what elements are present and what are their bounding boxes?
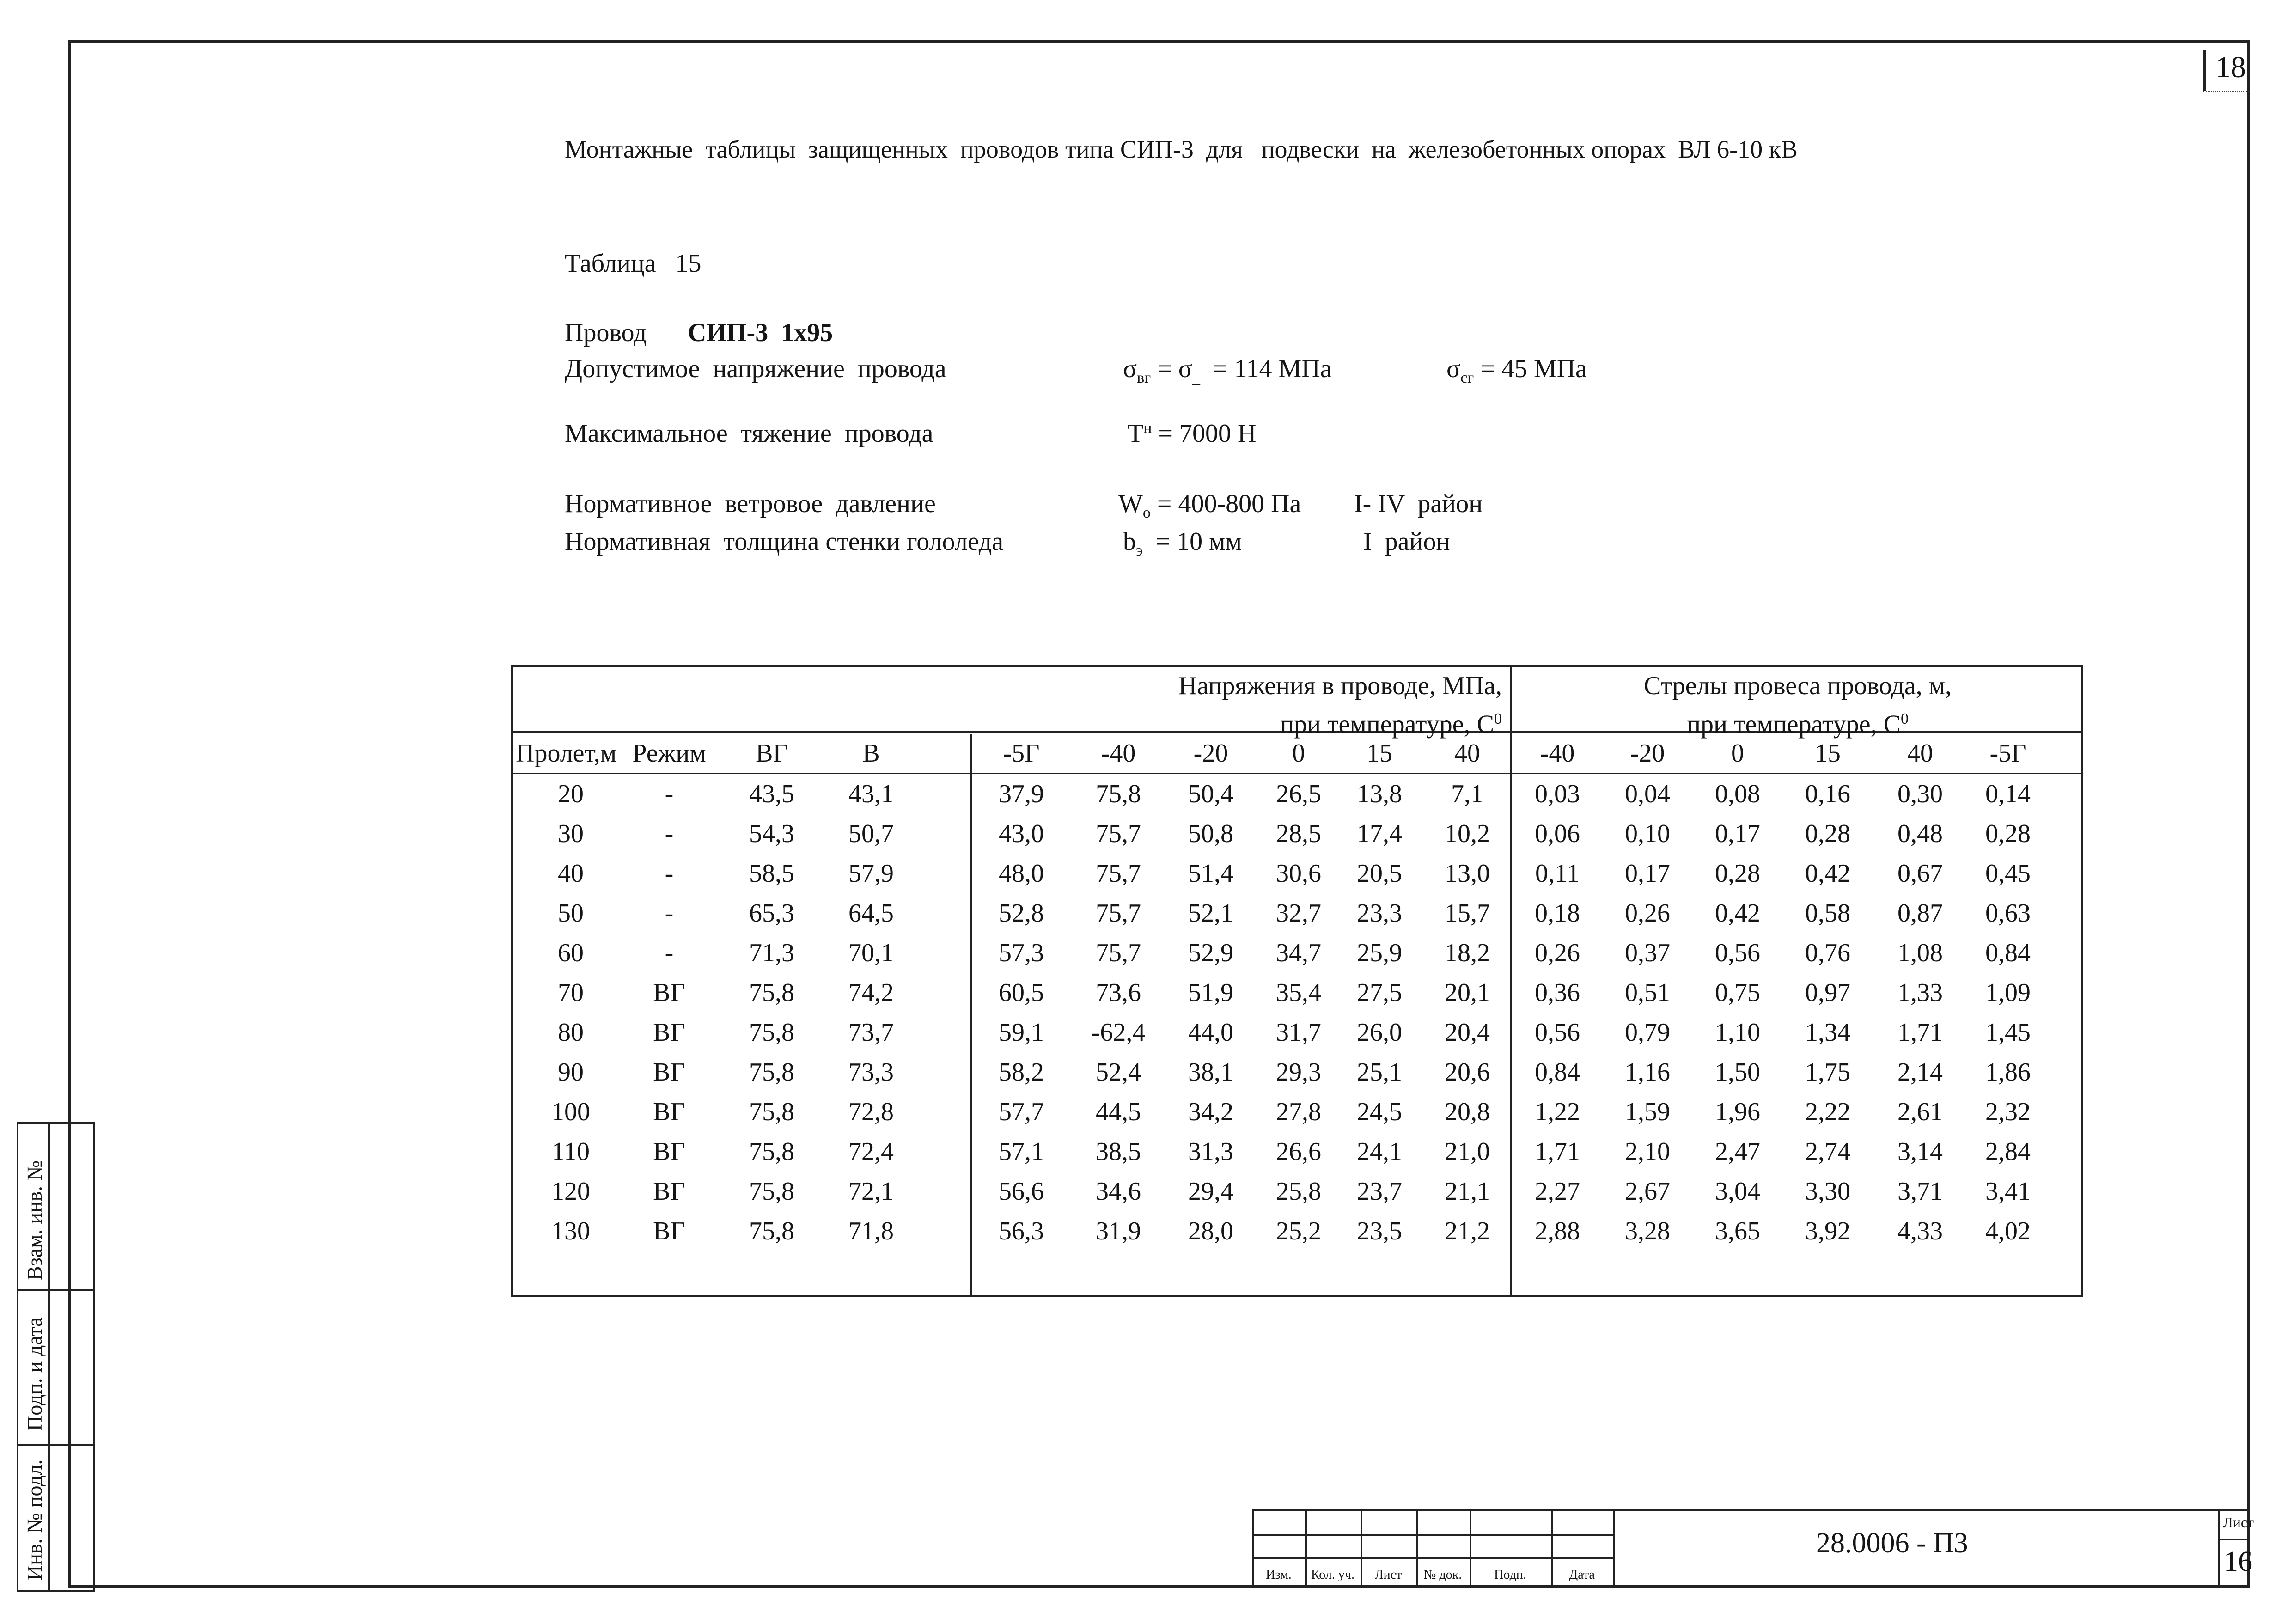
table-cell: 2,74 xyxy=(1805,1137,1850,1166)
table-cell: 38,5 xyxy=(1096,1137,1141,1166)
table-cell: 25,9 xyxy=(1357,939,1402,967)
table-label: Таблица 15 xyxy=(565,249,702,278)
table-cell: 0,26 xyxy=(1535,939,1580,967)
column-header: 15 xyxy=(1815,739,1841,768)
table-cell: 52,4 xyxy=(1096,1058,1141,1087)
wind-formula: $W_o = 400-800$ Па xyxy=(1118,489,1301,522)
table-cell: 28,0 xyxy=(1188,1217,1233,1245)
table-cell: 50,4 xyxy=(1188,780,1233,808)
table-cell: 75,7 xyxy=(1096,939,1141,967)
column-header: -40 xyxy=(1101,739,1136,768)
table-cell: 26,5 xyxy=(1276,780,1321,808)
table-cell: 0,17 xyxy=(1625,859,1670,888)
stress-formula-2: $\sigma_{сг} = 45$ МПа xyxy=(1446,354,1587,387)
table-cell: 0,08 xyxy=(1715,780,1760,808)
table-cell: 3,65 xyxy=(1715,1217,1760,1245)
table-cell: 20,6 xyxy=(1445,1058,1490,1087)
table-cell: 0,36 xyxy=(1535,978,1580,1007)
table-cell: 0,63 xyxy=(1985,899,2031,928)
page-number: 18 xyxy=(2215,50,2246,84)
column-header: 40 xyxy=(1907,739,1933,768)
table-cell: 26,0 xyxy=(1357,1018,1402,1047)
table-cell: 51,9 xyxy=(1188,978,1233,1007)
table-cell: 1,22 xyxy=(1535,1098,1580,1126)
table-cell: 75,7 xyxy=(1096,859,1141,888)
table-cell: 0,04 xyxy=(1625,780,1670,808)
title-block-label: Подп. xyxy=(1494,1568,1526,1582)
table-cell: 0,58 xyxy=(1805,899,1850,928)
table-cell: 75,8 xyxy=(1096,780,1141,808)
table-cell: 2,88 xyxy=(1535,1217,1580,1245)
table-cell: 2,32 xyxy=(1985,1098,2031,1126)
stress-group-title: Напряжения в проводе, МПа, xyxy=(1178,672,1502,700)
table-cell: 90 xyxy=(558,1058,584,1087)
sheet-box-divider xyxy=(2218,1509,2220,1588)
table-cell: 1,71 xyxy=(1535,1137,1580,1166)
table-cell: 7,1 xyxy=(1451,780,1483,808)
table-cell: 44,5 xyxy=(1096,1098,1141,1126)
table-cell: 75,8 xyxy=(749,1058,794,1087)
table-cell: 2,14 xyxy=(1897,1058,1943,1087)
column-header: Пролет,м xyxy=(516,739,617,768)
table-cell: 2,27 xyxy=(1535,1177,1580,1206)
table-cell: 1,08 xyxy=(1897,939,1943,967)
table-cell: 4,33 xyxy=(1897,1217,1943,1245)
ice-region: I район xyxy=(1363,527,1450,556)
table-cell: 0,48 xyxy=(1897,819,1943,848)
table-cell: 0,16 xyxy=(1805,780,1850,808)
table-cell: 0,14 xyxy=(1985,780,2031,808)
table-cell: 71,3 xyxy=(749,939,794,967)
table-cell: 56,3 xyxy=(999,1217,1044,1245)
table-cell: 21,0 xyxy=(1445,1137,1490,1166)
table-cell: 34,7 xyxy=(1276,939,1321,967)
table-cell: 24,5 xyxy=(1357,1098,1402,1126)
table-cell: 43,1 xyxy=(848,780,894,808)
table-cell: 80 xyxy=(558,1018,584,1047)
table-cell: -62,4 xyxy=(1091,1018,1146,1047)
table-cell: ВГ xyxy=(653,1217,685,1245)
column-header: -5Г xyxy=(1989,739,2026,768)
table-cell: 31,3 xyxy=(1188,1137,1233,1166)
table-cell: 72,8 xyxy=(848,1098,894,1126)
table-cell: 37,9 xyxy=(999,780,1044,808)
sag-group-subtitle: при температуре, $С^0$ xyxy=(1687,710,1909,739)
stress-group-header xyxy=(970,669,1502,741)
table-cell: 100 xyxy=(551,1098,590,1126)
table-cell: 1,86 xyxy=(1985,1058,2031,1087)
stress-formula: $\sigma_{вг} = \sigma_{\_} = 114$ МПа xyxy=(1123,354,1332,387)
table-cell: 1,16 xyxy=(1625,1058,1670,1087)
table-cell: 3,04 xyxy=(1715,1177,1760,1206)
table-cell: 0,37 xyxy=(1625,939,1670,967)
table-cell: 20 xyxy=(558,780,584,808)
table-cell: 2,61 xyxy=(1897,1098,1943,1126)
margin-stamp-divider xyxy=(17,1444,95,1446)
table-cell: 2,22 xyxy=(1805,1098,1850,1126)
table-cell: 44,0 xyxy=(1188,1018,1233,1047)
table-cell: 34,6 xyxy=(1096,1177,1141,1206)
table-cell: 54,3 xyxy=(749,819,794,848)
wire-value: СИП-3 1х95 xyxy=(688,318,833,347)
table-cell: 20,8 xyxy=(1445,1098,1490,1126)
table-cell: 60 xyxy=(558,939,584,967)
table-cell: 4,02 xyxy=(1985,1217,2031,1245)
table-cell: 0,56 xyxy=(1535,1018,1580,1047)
table-cell: 75,8 xyxy=(749,1098,794,1126)
table-cell: 0,42 xyxy=(1805,859,1850,888)
table-cell: 3,41 xyxy=(1985,1177,2031,1206)
table-cell: 75,8 xyxy=(749,1137,794,1166)
table-cell: 75,8 xyxy=(749,1177,794,1206)
document-heading: Монтажные таблицы защищенных проводов типа СИП-3 для подвески на железобетонных опорах ВЛ 6-10 кВ xyxy=(565,135,1798,163)
title-block-label: Дата xyxy=(1569,1568,1595,1582)
table-cell: 75,7 xyxy=(1096,899,1141,928)
table-cell: 23,7 xyxy=(1357,1177,1402,1206)
table-cell: 0,18 xyxy=(1535,899,1580,928)
table-cell: 0,84 xyxy=(1535,1058,1580,1087)
sheet-number: 16 xyxy=(2224,1546,2252,1577)
wind-region: I- IV район xyxy=(1354,489,1483,518)
tension-formula: $T^н = 7000$ Н xyxy=(1128,419,1257,448)
title-block-label: Изм. xyxy=(1266,1568,1292,1582)
table-cell: 43,5 xyxy=(749,780,794,808)
column-header: ВГ xyxy=(756,739,788,768)
table-cell: 1,96 xyxy=(1715,1098,1760,1126)
table-cell: 1,45 xyxy=(1985,1018,2031,1047)
table-cell: 30,6 xyxy=(1276,859,1321,888)
table-cell: ВГ xyxy=(653,1098,685,1126)
table-cell: 2,84 xyxy=(1985,1137,2031,1166)
table-cell: - xyxy=(665,899,674,928)
table-cell: 0,30 xyxy=(1897,780,1943,808)
table-cell: 50,8 xyxy=(1188,819,1233,848)
table-cell: 120 xyxy=(551,1177,590,1206)
table-cell: 20,5 xyxy=(1357,859,1402,888)
table-cell: 23,3 xyxy=(1357,899,1402,928)
table-cell: 50 xyxy=(558,899,584,928)
table-cell: 1,10 xyxy=(1715,1018,1760,1047)
table-cell: 21,2 xyxy=(1445,1217,1490,1245)
table-cell: 51,4 xyxy=(1188,859,1233,888)
table-cell: 72,4 xyxy=(848,1137,894,1166)
table-cell: 26,6 xyxy=(1276,1137,1321,1166)
table-cell: 75,8 xyxy=(749,978,794,1007)
sag-group-header xyxy=(1512,669,2083,741)
ice-formula: $b_э = 10$ мм xyxy=(1123,527,1242,560)
table-cell: 58,2 xyxy=(999,1058,1044,1087)
table-cell: 0,10 xyxy=(1625,819,1670,848)
table-cell: ВГ xyxy=(653,1137,685,1166)
table-cell: - xyxy=(665,819,674,848)
table-cell: 31,7 xyxy=(1276,1018,1321,1047)
column-header: 0 xyxy=(1731,739,1744,768)
title-block-label: Лист xyxy=(1374,1568,1402,1582)
table-cell: 57,7 xyxy=(999,1098,1044,1126)
title-block-label: Кол. уч. xyxy=(1311,1568,1354,1582)
table-divider-stress xyxy=(970,734,972,1297)
table-cell: 30 xyxy=(558,819,584,848)
table-cell: ВГ xyxy=(653,1177,685,1206)
table-cell: 0,75 xyxy=(1715,978,1760,1007)
table-cell: - xyxy=(665,939,674,967)
table-cell: 0,84 xyxy=(1985,939,2031,967)
table-cell: 25,2 xyxy=(1276,1217,1321,1245)
table-cell: 32,7 xyxy=(1276,899,1321,928)
table-cell: 64,5 xyxy=(848,899,894,928)
sheet-box-line xyxy=(2218,1539,2247,1540)
table-cell: 52,9 xyxy=(1188,939,1233,967)
stress-label: Допустимое напряжение провода xyxy=(565,354,946,383)
table-cell: 0,51 xyxy=(1625,978,1670,1007)
table-cell: 17,4 xyxy=(1357,819,1402,848)
table-cell: 0,42 xyxy=(1715,899,1760,928)
column-header: -40 xyxy=(1540,739,1575,768)
table-cell: 2,10 xyxy=(1625,1137,1670,1166)
margin-stamp-divider xyxy=(17,1289,95,1291)
document-code: 28.0006 - ПЗ xyxy=(1816,1527,1968,1559)
table-cell: 40 xyxy=(558,859,584,888)
table-cell: 0,17 xyxy=(1715,819,1760,848)
column-header: -20 xyxy=(1630,739,1665,768)
table-cell: 1,75 xyxy=(1805,1058,1850,1087)
table-cell: 3,71 xyxy=(1897,1177,1943,1206)
table-cell: 0,56 xyxy=(1715,939,1760,967)
table-cell: 0,76 xyxy=(1805,939,1850,967)
table-cell: 1,09 xyxy=(1985,978,2031,1007)
table-cell: 2,47 xyxy=(1715,1137,1760,1166)
table-cell: 23,5 xyxy=(1357,1217,1402,1245)
table-cell: 50,7 xyxy=(848,819,894,848)
stamp-replacement-inv: Взам. инв. № xyxy=(23,1160,46,1280)
table-cell: 29,3 xyxy=(1276,1058,1321,1087)
table-cell: 24,1 xyxy=(1357,1137,1402,1166)
table-cell: 73,3 xyxy=(848,1058,894,1087)
table-cell: 15,7 xyxy=(1445,899,1490,928)
table-cell: 65,3 xyxy=(749,899,794,928)
table-cell: 0,97 xyxy=(1805,978,1850,1007)
column-header: -20 xyxy=(1193,739,1228,768)
ice-label: Нормативная толщина стенки гололеда xyxy=(565,527,1004,556)
table-cell: 0,03 xyxy=(1535,780,1580,808)
table-cell: 3,28 xyxy=(1625,1217,1670,1245)
table-cell: 59,1 xyxy=(999,1018,1044,1047)
table-cell: 1,59 xyxy=(1625,1098,1670,1126)
table-cell: 0,11 xyxy=(1535,859,1580,888)
table-cell: 73,7 xyxy=(848,1018,894,1047)
table-cell: 0,87 xyxy=(1897,899,1943,928)
table-cell: 74,2 xyxy=(848,978,894,1007)
table-cell: 73,6 xyxy=(1096,978,1141,1007)
table-cell: 70 xyxy=(558,978,584,1007)
table-cell: 72,1 xyxy=(848,1177,894,1206)
wire-label: Провод xyxy=(565,318,647,347)
table-cell: 71,8 xyxy=(848,1217,894,1245)
table-cell: 130 xyxy=(551,1217,590,1245)
column-header: 15 xyxy=(1367,739,1392,768)
table-cell: 0,28 xyxy=(1715,859,1760,888)
table-cell: 52,1 xyxy=(1188,899,1233,928)
title-block-column-line xyxy=(1613,1509,1615,1588)
table-cell: 34,2 xyxy=(1188,1098,1233,1126)
table-cell: 10,2 xyxy=(1445,819,1490,848)
table-cell: 18,2 xyxy=(1445,939,1490,967)
table-cell: 0,26 xyxy=(1625,899,1670,928)
table-cell: 20,4 xyxy=(1445,1018,1490,1047)
table-cell: 58,5 xyxy=(749,859,794,888)
table-cell: 60,5 xyxy=(999,978,1044,1007)
stamp-signature-date: Подп. и дата xyxy=(23,1317,46,1431)
table-cell: 57,9 xyxy=(848,859,894,888)
table-cell: 1,50 xyxy=(1715,1058,1760,1087)
table-cell: 110 xyxy=(552,1137,590,1166)
table-cell: 0,67 xyxy=(1897,859,1943,888)
table-cell: 70,1 xyxy=(848,939,894,967)
column-header: 40 xyxy=(1454,739,1480,768)
column-header: Режим xyxy=(632,739,706,768)
table-cell: 20,1 xyxy=(1445,978,1490,1007)
frame-right-border xyxy=(2247,40,2250,1588)
table-cell: 75,7 xyxy=(1096,819,1141,848)
table-cell: 13,8 xyxy=(1357,780,1402,808)
table-cell: 0,45 xyxy=(1985,859,2031,888)
table-cell: 1,34 xyxy=(1805,1018,1850,1047)
table-column-header-divider xyxy=(511,773,2083,774)
table-cell: - xyxy=(665,859,674,888)
table-cell: - xyxy=(665,780,674,808)
tension-label: Максимальное тяжение провода xyxy=(565,419,933,448)
table-cell: 35,4 xyxy=(1276,978,1321,1007)
table-cell: 29,4 xyxy=(1188,1177,1233,1206)
table-cell: 57,3 xyxy=(999,939,1044,967)
stress-group-subtitle: при температуре, $С^0$ xyxy=(1280,710,1502,739)
table-cell: 3,92 xyxy=(1805,1217,1850,1245)
margin-stamp-column-divider xyxy=(48,1122,50,1592)
table-cell: 0,79 xyxy=(1625,1018,1670,1047)
table-cell: 75,8 xyxy=(749,1217,794,1245)
table-cell: 1,71 xyxy=(1897,1018,1943,1047)
table-cell: 0,28 xyxy=(1805,819,1850,848)
table-cell: 52,8 xyxy=(999,899,1044,928)
table-cell: 27,8 xyxy=(1276,1098,1321,1126)
table-cell: ВГ xyxy=(653,1058,685,1087)
table-cell: 0,06 xyxy=(1535,819,1580,848)
sheet-label: Лист xyxy=(2223,1514,2254,1531)
table-cell: 43,0 xyxy=(999,819,1044,848)
table-cell: 13,0 xyxy=(1445,859,1490,888)
table-cell: 57,1 xyxy=(999,1137,1044,1166)
wind-label: Нормативное ветровое давление xyxy=(565,489,936,518)
table-cell: 21,1 xyxy=(1445,1177,1490,1206)
table-cell: 75,8 xyxy=(749,1018,794,1047)
table-cell: ВГ xyxy=(653,1018,685,1047)
frame-top-border xyxy=(68,40,2250,43)
table-cell: 48,0 xyxy=(999,859,1044,888)
table-cell: 25,1 xyxy=(1357,1058,1402,1087)
table-cell: 27,5 xyxy=(1357,978,1402,1007)
column-header: В xyxy=(862,739,880,768)
table-cell: 56,6 xyxy=(999,1177,1044,1206)
table-cell: ВГ xyxy=(653,978,685,1007)
stamp-original-inv: Инв. № подл. xyxy=(23,1459,46,1581)
title-block-label: № док. xyxy=(1423,1568,1462,1582)
table-cell: 2,67 xyxy=(1625,1177,1670,1206)
table-cell: 3,14 xyxy=(1897,1137,1943,1166)
table-cell: 31,9 xyxy=(1096,1217,1141,1245)
column-header: 0 xyxy=(1292,739,1305,768)
table-cell: 0,28 xyxy=(1985,819,2031,848)
sag-group-title: Стрелы провеса провода, м, xyxy=(1643,672,1952,700)
table-cell: 25,8 xyxy=(1276,1177,1321,1206)
table-cell: 1,33 xyxy=(1897,978,1943,1007)
table-cell: 3,30 xyxy=(1805,1177,1850,1206)
column-header: -5Г xyxy=(1003,739,1040,768)
table-cell: 38,1 xyxy=(1188,1058,1233,1087)
table-cell: 28,5 xyxy=(1276,819,1321,848)
